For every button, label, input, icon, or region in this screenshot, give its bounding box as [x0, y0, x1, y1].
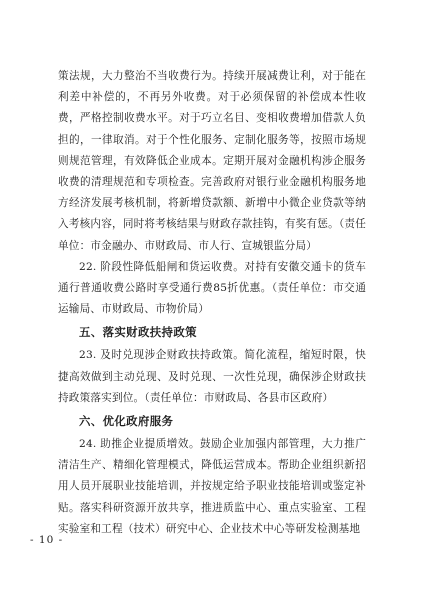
section-heading-6: 六、优化政府服务	[79, 414, 174, 429]
paragraph-fee-reduction: 策法规，大力整治不当收费行为。持续开展减费让利，对于能在利差中补偿的，不再另外收费。对于必须保留的补偿成本性收费，严格控制收费水平。对于巧立名目、变相收费增加借款人负担的，一律取消。对于个性化服务、定制化服务等，按照市场规则规范管理，有效降低企业成本。定期开展对金融机构涉企服务收费的清理规范和专项检查。完善政府对银行业金融机构服务地方经济发展考核机制，将新增贷款额、新增中小微企业贷款等纳入考核内容，同时将考核结果与财政存款挂钩，有奖有惩。（责任单位：市金融办、市财政局、市人行、宣城银监分局）	[58, 70, 366, 252]
page-number: - 10 -	[30, 534, 64, 546]
paragraph-23: 23. 及时兑现涉企财政扶持政策。简化流程，缩短时限，快捷高效做到主动兑现、及时兑现、一次性兑现，确保涉企财政扶持政策落实到位。（责任单位：市财政局、各县市区政府）	[58, 349, 366, 404]
paragraph-24: 24. 助推企业提质增效。鼓励企业加强内部管理，大力推广清洁生产、精细化管理模式，降低运营成本。帮助企业组织新招用人员开展职业技能培训，并按规定给予职业技能培训或鉴定补贴。落实科研资源开放共享，推进质监中心、重点实验室、工程实验室和工程（技术）研究中心、企业技术中心等研发检测基地	[58, 438, 366, 535]
document-body	[58, 66, 366, 540]
paragraph-22: 22. 阶段性降低船闸和货运收费。对持有安徽交通卡的货车通行普通收费公路时享受通行费85折优惠。（责任单位：市交通运输局、市财政局、市物价局）	[58, 260, 366, 316]
section-heading-5: 五、落实财政扶持政策	[79, 325, 197, 340]
